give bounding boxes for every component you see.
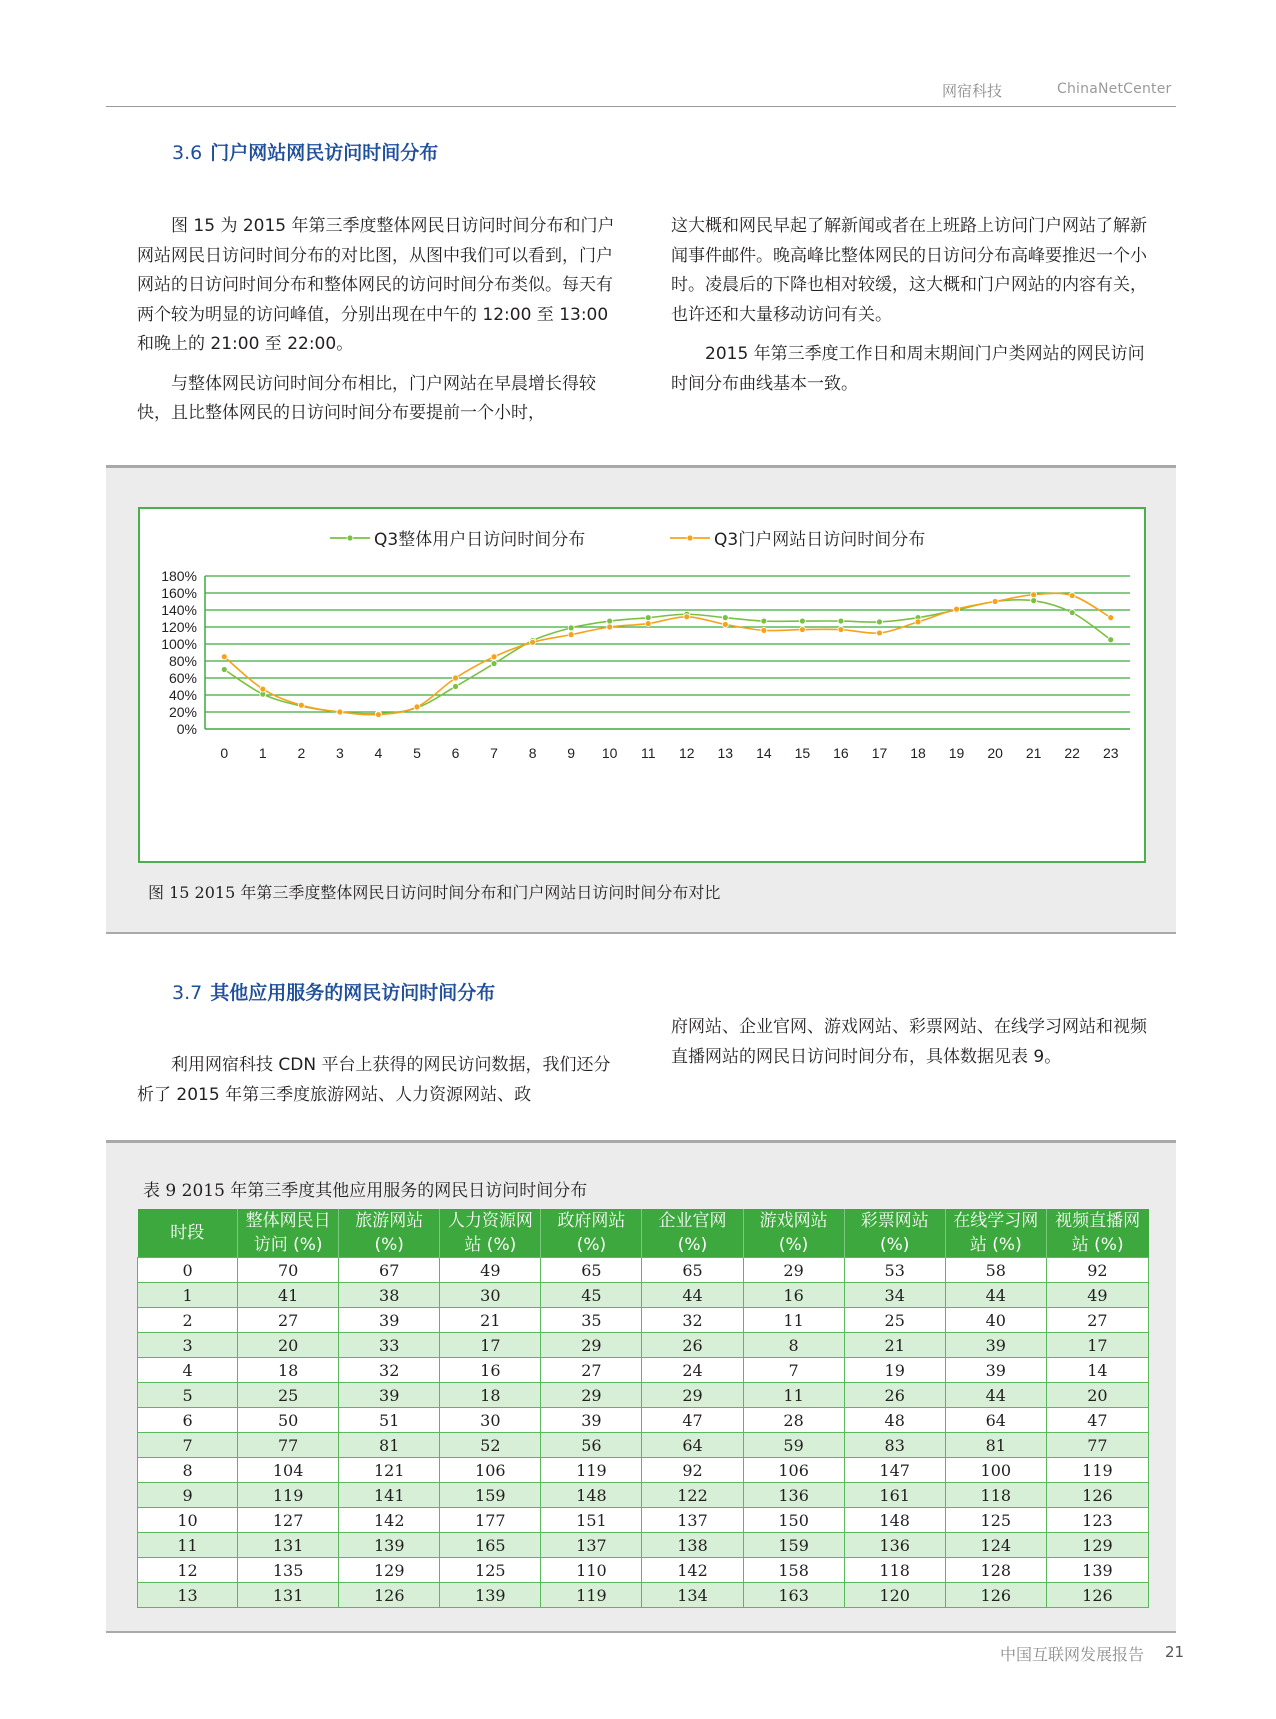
table-cell: 161 <box>844 1483 945 1508</box>
table-cell: 25 <box>238 1383 339 1408</box>
table-cell: 12 <box>138 1558 238 1583</box>
table-cell: 126 <box>1046 1583 1148 1608</box>
table-row <box>138 1508 1149 1533</box>
table-cell: 58 <box>945 1258 1046 1283</box>
table-cell: 119 <box>238 1483 339 1508</box>
y-tick-label: 40% <box>168 687 197 703</box>
x-tick-label: 1 <box>258 745 267 761</box>
table-cell: 14 <box>1046 1358 1148 1383</box>
table-cell: 39 <box>945 1358 1046 1383</box>
x-tick-label: 20 <box>987 745 1003 761</box>
x-tick-label: 2 <box>297 745 306 761</box>
data-point-portal <box>1031 592 1037 598</box>
x-tick-label: 17 <box>871 745 888 761</box>
table-cell: 142 <box>642 1558 743 1583</box>
table-row <box>138 1458 1149 1483</box>
table-cell: 92 <box>642 1458 743 1483</box>
table-cell: 44 <box>945 1383 1046 1408</box>
table-cell: 126 <box>945 1583 1046 1608</box>
table-cell: 39 <box>541 1408 642 1433</box>
table-cell: 10 <box>138 1508 238 1533</box>
footer-report-title: 中国互联网发展报告 <box>1000 1645 1145 1664</box>
table-row <box>138 1558 1149 1583</box>
table-cell: 159 <box>743 1533 844 1558</box>
table-header-cell: 在线学习网站 (%) <box>945 1209 1046 1258</box>
table-cell: 135 <box>238 1558 339 1583</box>
table-cell: 137 <box>541 1533 642 1558</box>
table-9 <box>137 1209 1149 1608</box>
table-cell: 27 <box>238 1308 339 1333</box>
table-cell: 52 <box>440 1433 541 1458</box>
table-cell: 44 <box>642 1283 743 1308</box>
table-cell: 51 <box>339 1408 440 1433</box>
table-cell: 26 <box>642 1333 743 1358</box>
table-cell: 44 <box>945 1283 1046 1308</box>
table-cell: 64 <box>642 1433 743 1458</box>
table-cell: 33 <box>339 1333 440 1358</box>
table-cell: 21 <box>844 1333 945 1358</box>
table-cell: 19 <box>844 1358 945 1383</box>
table-cell: 151 <box>541 1508 642 1533</box>
table-cell: 100 <box>945 1458 1046 1483</box>
x-tick-label: 5 <box>413 745 421 761</box>
table-cell: 11 <box>743 1308 844 1333</box>
data-point-portal <box>414 704 420 710</box>
data-point-overall <box>645 615 651 621</box>
data-point-portal <box>684 614 690 620</box>
table-row <box>138 1583 1149 1608</box>
data-point-portal <box>375 712 381 718</box>
x-tick-label: 0 <box>220 745 229 761</box>
table-cell: 3 <box>138 1333 238 1358</box>
data-point-portal <box>876 630 882 636</box>
table-cell: 134 <box>642 1583 743 1608</box>
section-36-right-column <box>671 212 1151 399</box>
table-cell: 126 <box>1046 1483 1148 1508</box>
table-cell: 129 <box>1046 1533 1148 1558</box>
table-cell: 18 <box>238 1358 339 1383</box>
data-point-portal <box>954 606 960 612</box>
header-rule <box>106 106 1176 107</box>
table-cell: 163 <box>743 1583 844 1608</box>
x-tick-label: 16 <box>833 745 849 761</box>
table-cell: 131 <box>238 1533 339 1558</box>
table-cell: 2 <box>138 1308 238 1333</box>
table-row <box>138 1258 1149 1283</box>
table-row <box>138 1483 1149 1508</box>
table-cell: 106 <box>440 1458 541 1483</box>
data-point-overall <box>876 619 882 625</box>
header-brand: 网宿科技 <box>942 82 1003 100</box>
data-point-overall <box>1069 610 1075 616</box>
table-cell: 141 <box>339 1483 440 1508</box>
table-cell: 65 <box>541 1258 642 1283</box>
table-cell: 110 <box>541 1558 642 1583</box>
table-cell: 139 <box>440 1583 541 1608</box>
table-cell: 77 <box>1046 1433 1148 1458</box>
table-cell: 11 <box>138 1533 238 1558</box>
data-point-portal <box>530 639 536 645</box>
y-tick-label: 100% <box>161 636 197 652</box>
table-cell: 70 <box>238 1258 339 1283</box>
table-cell: 17 <box>1046 1333 1148 1358</box>
table-cell: 1 <box>138 1283 238 1308</box>
x-tick-label: 4 <box>374 745 383 761</box>
table-cell: 148 <box>844 1508 945 1533</box>
table-cell: 39 <box>339 1308 440 1333</box>
table-cell: 8 <box>743 1333 844 1358</box>
table-row <box>138 1533 1149 1558</box>
table-cell: 137 <box>642 1508 743 1533</box>
table-cell: 158 <box>743 1558 844 1583</box>
table-cell: 77 <box>238 1433 339 1458</box>
table-cell: 9 <box>138 1483 238 1508</box>
data-point-portal <box>761 627 767 633</box>
legend-swatch-marker <box>347 535 353 541</box>
data-point-overall <box>722 615 728 621</box>
table-cell: 142 <box>339 1508 440 1533</box>
table-body <box>138 1258 1149 1608</box>
table-cell: 4 <box>138 1358 238 1383</box>
chart-frame <box>138 507 1146 863</box>
table-cell: 18 <box>440 1383 541 1408</box>
table-cell: 0 <box>138 1258 238 1283</box>
table-cell: 34 <box>844 1283 945 1308</box>
section-36-left-column <box>137 212 617 429</box>
data-point-overall <box>799 618 805 624</box>
table-cell: 129 <box>339 1558 440 1583</box>
y-tick-label: 160% <box>161 585 197 601</box>
table-cell: 125 <box>945 1508 1046 1533</box>
table-cell: 92 <box>1046 1258 1148 1283</box>
table-header-row <box>138 1209 1149 1258</box>
table-cell: 40 <box>945 1308 1046 1333</box>
data-point-portal <box>453 675 459 681</box>
table-cell: 81 <box>945 1433 1046 1458</box>
table-header-cell: 视频直播网站 (%) <box>1046 1209 1148 1258</box>
table-cell: 139 <box>1046 1558 1148 1583</box>
section-37-title: 其他应用服务的网民访问时间分布 <box>210 982 496 1004</box>
table-cell: 53 <box>844 1258 945 1283</box>
table-cell: 124 <box>945 1533 1046 1558</box>
table-cell: 27 <box>1046 1308 1148 1333</box>
table-cell: 177 <box>440 1508 541 1533</box>
table-cell: 119 <box>1046 1458 1148 1483</box>
x-tick-label: 22 <box>1064 745 1080 761</box>
table-cell: 45 <box>541 1283 642 1308</box>
table-cell: 5 <box>138 1383 238 1408</box>
table-cell: 49 <box>440 1258 541 1283</box>
table-cell: 20 <box>238 1333 339 1358</box>
x-tick-label: 13 <box>717 745 734 761</box>
section-36-right-p1: 这大概和网民早起了解新闻或者在上班路上访问门户网站了解新闻事件邮件。晚高峰比整体网民的日访问分布高峰要推迟一个小时。凌晨后的下降也相对较缓，这大概和门户网站的内容有关，也许还和大量移动访问有关。 <box>671 216 1147 325</box>
table-header-cell: 游戏网站 (%) <box>743 1209 844 1258</box>
table-row <box>138 1308 1149 1333</box>
table-cell: 106 <box>743 1458 844 1483</box>
table-cell: 125 <box>440 1558 541 1583</box>
data-point-portal <box>722 621 728 627</box>
table-cell: 81 <box>339 1433 440 1458</box>
table-cell: 118 <box>945 1483 1046 1508</box>
x-tick-label: 15 <box>794 745 811 761</box>
table-header-cell: 人力资源网站 (%) <box>440 1209 541 1258</box>
data-point-overall <box>1031 598 1037 604</box>
table-cell: 25 <box>844 1308 945 1333</box>
data-point-portal <box>1069 593 1075 599</box>
table-cell: 17 <box>440 1333 541 1358</box>
page-header <box>0 80 1276 100</box>
data-point-portal <box>260 686 266 692</box>
data-point-overall <box>453 684 459 690</box>
table-cell: 150 <box>743 1508 844 1533</box>
table-cell: 139 <box>339 1533 440 1558</box>
table-cell: 20 <box>1046 1383 1148 1408</box>
section-36-heading <box>172 138 438 165</box>
header-brand-en: ChinaNetCenter <box>1057 81 1172 97</box>
x-tick-label: 3 <box>335 745 344 761</box>
table-cell: 24 <box>642 1358 743 1383</box>
table-cell: 123 <box>1046 1508 1148 1533</box>
y-tick-label: 120% <box>161 619 197 635</box>
table-cell: 56 <box>541 1433 642 1458</box>
x-tick-label: 12 <box>678 745 695 761</box>
data-point-overall <box>1108 637 1114 643</box>
table-cell: 47 <box>1046 1408 1148 1433</box>
data-point-portal <box>491 654 497 660</box>
section-36-title: 门户网站网民访问时间分布 <box>210 142 439 164</box>
table-cell: 147 <box>844 1458 945 1483</box>
table-row <box>138 1383 1149 1408</box>
table-cell: 136 <box>844 1533 945 1558</box>
data-point-overall <box>838 618 844 624</box>
table-cell: 28 <box>743 1408 844 1433</box>
table-cell: 119 <box>541 1458 642 1483</box>
table-cell: 7 <box>138 1433 238 1458</box>
section-37-left-column <box>137 1051 617 1110</box>
data-point-portal <box>607 624 613 630</box>
table-cell: 48 <box>844 1408 945 1433</box>
table-cell: 39 <box>945 1333 1046 1358</box>
table-cell: 38 <box>339 1283 440 1308</box>
table-cell: 21 <box>440 1308 541 1333</box>
y-tick-label: 60% <box>168 670 197 686</box>
table-cell: 128 <box>945 1558 1046 1583</box>
table-cell: 7 <box>743 1358 844 1383</box>
legend-label: Q3整体用户日访问时间分布 <box>374 530 586 550</box>
table-cell: 47 <box>642 1408 743 1433</box>
y-tick-label: 180% <box>161 568 197 584</box>
table-cell: 131 <box>238 1583 339 1608</box>
table-cell: 64 <box>945 1408 1046 1433</box>
table-cell: 59 <box>743 1433 844 1458</box>
table-header-cell: 企业官网 (%) <box>642 1209 743 1258</box>
data-point-portal <box>799 627 805 633</box>
data-point-portal <box>337 709 343 715</box>
x-tick-label: 11 <box>640 745 656 761</box>
y-tick-label: 0% <box>176 721 197 737</box>
table-cell: 120 <box>844 1583 945 1608</box>
section-37-right-p1: 府网站、企业官网、游戏网站、彩票网站、在线学习网站和视频直播网站的网民日访问时间分布，具体数据见表 9。 <box>671 1017 1147 1067</box>
table-cell: 29 <box>541 1383 642 1408</box>
data-point-portal <box>992 599 998 605</box>
x-tick-label: 8 <box>528 745 537 761</box>
x-tick-label: 6 <box>451 745 460 761</box>
series-line-overall <box>224 600 1110 714</box>
table-cell: 104 <box>238 1458 339 1483</box>
table-cell: 39 <box>339 1383 440 1408</box>
table-cell: 13 <box>138 1583 238 1608</box>
data-point-portal <box>298 702 304 708</box>
table-cell: 67 <box>339 1258 440 1283</box>
x-tick-label: 19 <box>948 745 965 761</box>
table-row <box>138 1358 1149 1383</box>
table-cell: 49 <box>1046 1283 1148 1308</box>
table-row <box>138 1333 1149 1358</box>
x-tick-label: 10 <box>601 745 618 761</box>
table-row <box>138 1408 1149 1433</box>
table-row <box>138 1433 1149 1458</box>
table-row <box>138 1283 1149 1308</box>
page-number: 21 <box>1165 1643 1185 1661</box>
table-cell: 136 <box>743 1483 844 1508</box>
table-cell: 30 <box>440 1283 541 1308</box>
data-point-portal <box>645 621 651 627</box>
table-cell: 119 <box>541 1583 642 1608</box>
table-cell: 50 <box>238 1408 339 1433</box>
data-point-portal <box>838 627 844 633</box>
figure-15-caption: 图 15 2015 年第三季度整体网民日访问时间分布和门户网站日访问时间分布对比 <box>148 883 721 902</box>
table-cell: 29 <box>743 1258 844 1283</box>
x-tick-label: 7 <box>490 745 498 761</box>
x-tick-label: 23 <box>1102 745 1119 761</box>
x-tick-label: 18 <box>910 745 926 761</box>
table-cell: 121 <box>339 1458 440 1483</box>
table-cell: 11 <box>743 1383 844 1408</box>
data-point-overall <box>568 625 574 631</box>
data-point-portal <box>221 654 227 660</box>
section-36-right-p2: 2015 年第三季度工作日和周末期间门户类网站的网民访问时间分布曲线基本一致。 <box>671 344 1145 394</box>
table-header-cell: 政府网站 (%) <box>541 1209 642 1258</box>
table-cell: 65 <box>642 1258 743 1283</box>
y-tick-label: 140% <box>161 602 197 618</box>
table-cell: 29 <box>642 1383 743 1408</box>
legend-label: Q3门户网站日访问时间分布 <box>714 530 926 550</box>
data-point-overall <box>761 618 767 624</box>
data-point-portal <box>568 632 574 638</box>
table-header-cell: 时段 <box>138 1209 238 1258</box>
x-tick-label: 21 <box>1025 745 1042 761</box>
table-cell: 159 <box>440 1483 541 1508</box>
table-header-cell: 旅游网站 (%) <box>339 1209 440 1258</box>
x-tick-label: 14 <box>756 745 772 761</box>
table-cell: 32 <box>339 1358 440 1383</box>
table-cell: 16 <box>743 1283 844 1308</box>
figure-panel-bottom-rule <box>106 932 1176 934</box>
data-point-overall <box>607 618 613 624</box>
data-point-overall <box>491 661 497 667</box>
section-37-heading <box>172 978 495 1005</box>
table-cell: 6 <box>138 1408 238 1433</box>
table-cell: 32 <box>642 1308 743 1333</box>
table-cell: 27 <box>541 1358 642 1383</box>
y-tick-label: 80% <box>168 653 197 669</box>
table-cell: 8 <box>138 1458 238 1483</box>
table-header-cell: 彩票网站 (%) <box>844 1209 945 1258</box>
line-chart <box>140 509 1144 861</box>
x-tick-label: 9 <box>567 745 576 761</box>
section-37-right-column <box>671 1013 1151 1072</box>
section-36-left-p2: 与整体网民访问时间分布相比，门户网站在早晨增长得较快，且比整体网民的日访问时间分布要提前一个小时， <box>137 373 596 423</box>
table-cell: 16 <box>440 1358 541 1383</box>
table-cell: 165 <box>440 1533 541 1558</box>
table-cell: 30 <box>440 1408 541 1433</box>
table-cell: 127 <box>238 1508 339 1533</box>
section-36-left-p1: 图 15 为 2015 年第三季度整体网民日访问时间分布和门户网站网民日访问时间分布的对比图，从图中我们可以看到，门户网站的日访问时间分布和整体网民的访问时间分布类似。每天有两个较为明显的访问峰值，分别出现在中午的 12:00 至 13:00 和晚上的 21:00 至 22:00。 <box>137 216 615 354</box>
section-37-left-p1: 利用网宿科技 CDN 平台上获得的网民访问数据，我们还分析了 2015 年第三季度旅游网站、人力资源网站、政 <box>137 1055 611 1105</box>
table-cell: 122 <box>642 1483 743 1508</box>
table-cell: 83 <box>844 1433 945 1458</box>
table-cell: 35 <box>541 1308 642 1333</box>
table-cell: 41 <box>238 1283 339 1308</box>
y-tick-label: 20% <box>168 704 197 720</box>
legend-swatch-marker <box>687 535 693 541</box>
series-line-portal <box>224 593 1110 714</box>
table-cell: 148 <box>541 1483 642 1508</box>
table-cell: 138 <box>642 1533 743 1558</box>
section-37-number: 3.7 <box>172 982 203 1004</box>
section-36-number: 3.6 <box>172 142 203 164</box>
table-cell: 26 <box>844 1383 945 1408</box>
table-panel-bottom-rule <box>106 1631 1176 1633</box>
table-cell: 29 <box>541 1333 642 1358</box>
table-cell: 126 <box>339 1583 440 1608</box>
data-point-overall <box>221 667 227 673</box>
table-header-cell: 整体网民日访问 (%) <box>238 1209 339 1258</box>
data-point-portal <box>915 619 921 625</box>
data-point-portal <box>1108 615 1114 621</box>
table-9-caption: 表 9 2015 年第三季度其他应用服务的网民日访问时间分布 <box>143 1181 588 1201</box>
table-cell: 118 <box>844 1558 945 1583</box>
